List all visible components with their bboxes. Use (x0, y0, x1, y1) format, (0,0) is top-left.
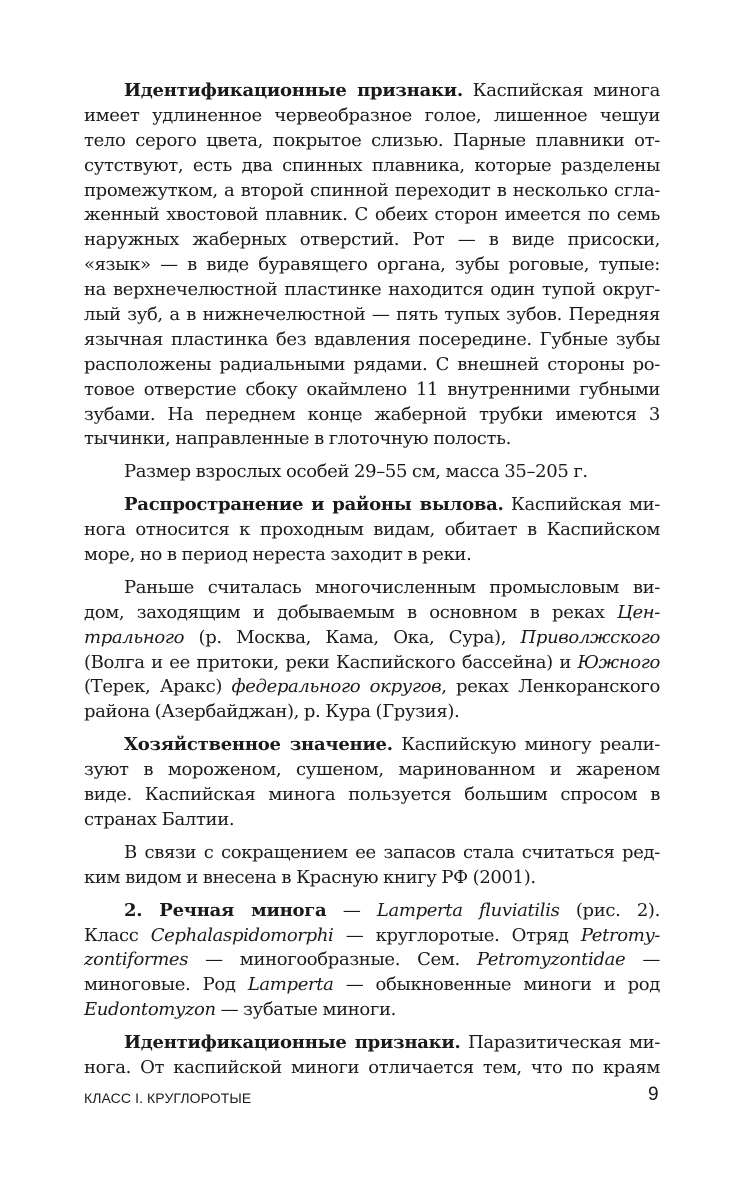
text-line: трального (р. Москва, Кама, Ока, Сура), Приволжского (84, 626, 660, 648)
text-line: виде. Каспийская минога пользуется большим спросом в (84, 784, 660, 806)
section-heading: Распространение и районы вылова. (124, 494, 504, 516)
text-line: «язык» — в виде буравящего органа, зубы роговые, тупые: (84, 254, 660, 276)
text-line: zontiformes — миногообразные. Сем. Petromyzontidae — (84, 949, 660, 971)
text-line: зуют в мороженом, сушеном, маринованном и жареном (84, 759, 660, 781)
text-line: женный хвостовой плавник. С обеих сторон имеется по семь (84, 204, 660, 226)
text-line: товое отверстие сбоку окаймлено 11 внутренними губными (84, 378, 660, 400)
text-line: лый зуб, а в нижнечелюстной — пять тупых зубов. Передняя (84, 304, 660, 326)
text-line: В связи с сокращением ее запасов стала считаться ред- (124, 841, 660, 863)
text-line: (Терек, Аракс) федерального округов, реках Ленкоранского (84, 676, 660, 698)
text-line: Раньше считалась многочисленным промысловым ви- (124, 576, 660, 598)
text-line: дом, заходящим и добываемым в основном в реках Цен- (84, 601, 660, 623)
text-line: ким видом и внесена в Красную книгу РФ (2001). (84, 866, 536, 888)
text-line: сутствуют, есть два спинных плавника, которые разделены (84, 154, 660, 176)
text-line: Eudontomyzon — зубатые миноги. (84, 999, 396, 1021)
text-line: странах Балтии. (84, 808, 235, 830)
text-line: нога. От каспийской миноги отличается тем, что по краям (84, 1056, 660, 1078)
section-heading: Идентификационные признаки. (124, 80, 463, 101)
running-head: КЛАСС I. КРУГЛОРОТЫЕ (84, 1090, 252, 1106)
page-number: 9 (648, 1084, 659, 1105)
text-line: Идентификационные признаки. Паразитическая ми- (124, 1032, 661, 1054)
text-line: 2. Речная минога — Lamperta fluviatilis (рис. 2). (124, 899, 660, 921)
page-body (84, 79, 660, 1081)
text-line: язычная пластинка без вдавления посередине. Губные зубы (84, 328, 660, 350)
text-line: на верхнечелюстной пластинке находится один тупой округ- (84, 279, 660, 301)
text-line: зубами. На переднем конце жаберной трубки имеются 3 (84, 403, 660, 425)
text-line: нога относится к проходным видам, обитает в Каспийском (84, 519, 660, 541)
text-line: расположены радиальными рядами. С внешней стороны ро- (84, 353, 660, 375)
text-line: Распространение и районы вылова. Каспийская ми- (124, 494, 660, 516)
text-line: промежутком, а второй спинной переходит в несколько сгла- (84, 179, 660, 201)
section-heading: 2. Речная минога (124, 899, 327, 921)
text-line: Размер взрослых особей 29–55 см, масса 35–205 г. (124, 461, 588, 483)
text-line: наружных жаберных отверстий. Рот — в виде присоски, (84, 229, 660, 251)
text-line: (Волга и ее притоки, реки Каспийского бассейна) и Южного (84, 651, 660, 673)
text-line: миноговые. Род Lamperta — обыкновенные миноги и род (84, 974, 660, 996)
text-line: тело серого цвета, покрытое слизью. Парные плавники от- (84, 129, 660, 151)
section-heading: Хозяйственное значение. (124, 734, 393, 756)
text-line: района (Азербайджан), р. Кура (Грузия). (84, 701, 460, 723)
text-line: Идентификационные признаки. Каспийская минога (124, 80, 660, 101)
text-line: Хозяйственное значение. Каспийскую миногу реали- (124, 734, 660, 756)
text-line: Класс Cephalaspidomorphi — круглоротые. Отряд Petromy- (84, 924, 660, 946)
text-line: имеет удлиненное червеобразное голое, лишенное чешуи (84, 104, 660, 126)
text-line: море, но в период нереста заходит в реки. (84, 544, 472, 566)
section-heading: Идентификационные признаки. (124, 1032, 461, 1054)
text-line: тычинки, направленные в глоточную полость. (84, 428, 511, 450)
